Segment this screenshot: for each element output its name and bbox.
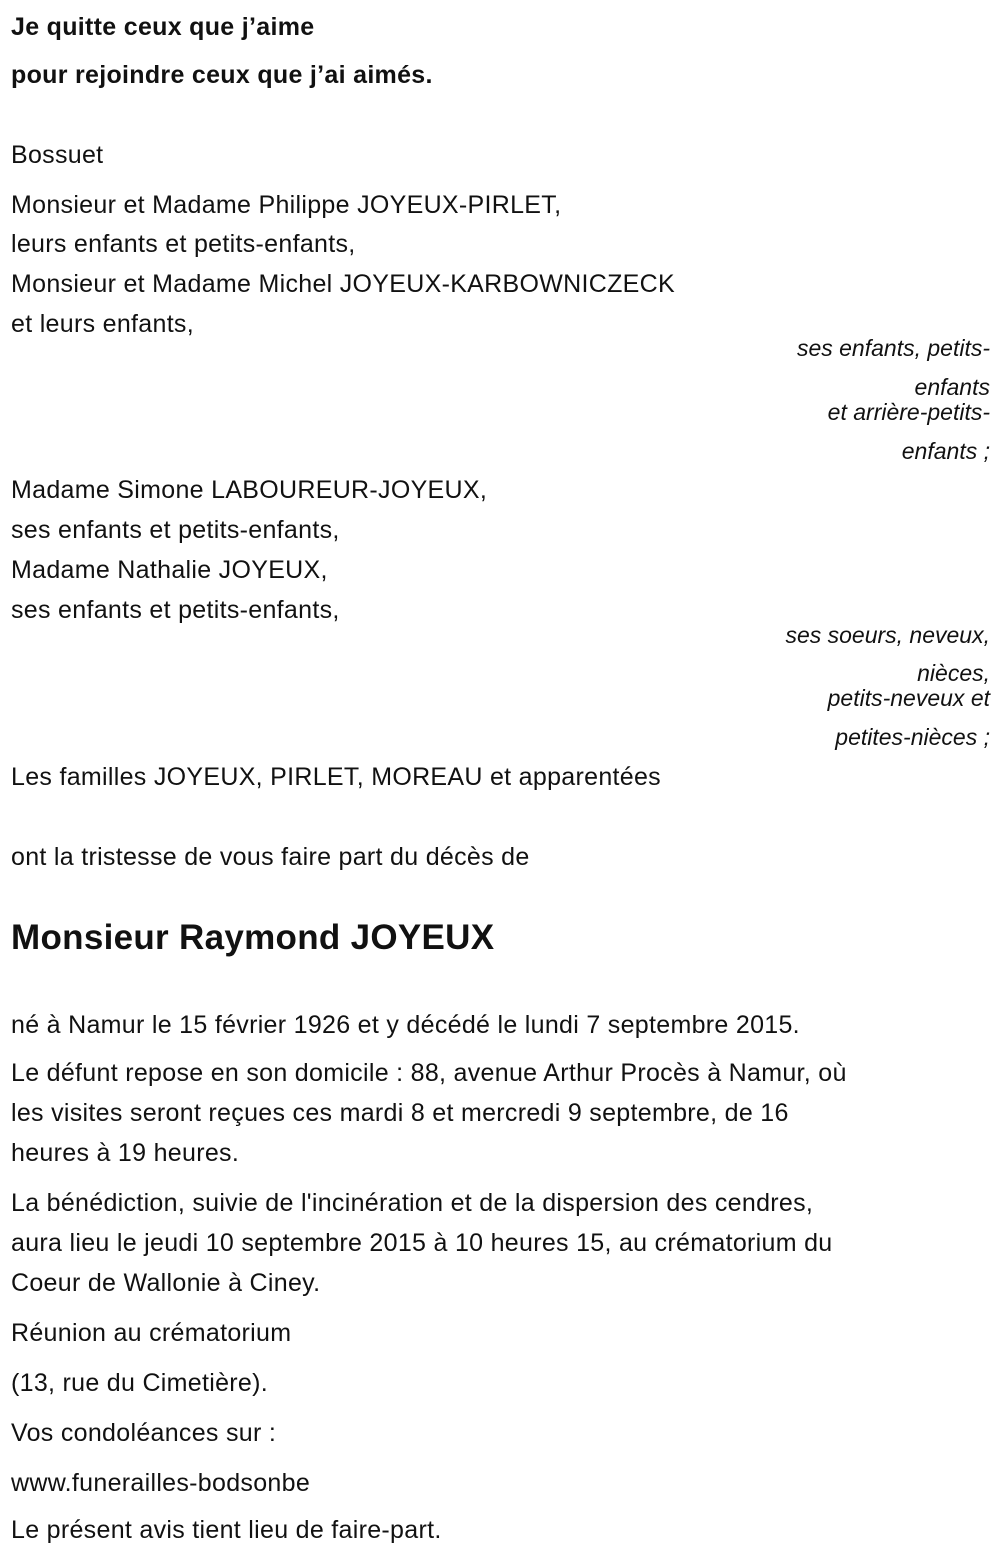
family-line: Monsieur et Madame Michel JOYEUX-KARBOWNICZECK: [11, 270, 675, 298]
family-line: et leurs enfants,: [11, 310, 194, 338]
condolences-url: www.funerailles-bodsonbe: [11, 1469, 311, 1497]
family-role-line: et arrière-petits-: [827, 399, 990, 425]
meeting-line: (13, rue du Cimetière).: [11, 1369, 268, 1397]
family-line: Madame Nathalie JOYEUX,: [11, 556, 328, 584]
quote-line-1: Je quitte ceux que j’aime: [11, 13, 315, 41]
meeting-line: Réunion au crématorium: [11, 1319, 292, 1347]
ceremony-line: aura lieu le jeudi 10 septembre 2015 à 10 heures 15, au crématorium du: [11, 1229, 833, 1257]
visits-line: heures à 19 heures.: [11, 1139, 240, 1167]
family-line: ses enfants et petits-enfants,: [11, 596, 340, 624]
visits-line: les visites seront reçues ces mardi 8 et mercredi 9 septembre, de 16: [11, 1099, 789, 1127]
family-line: Monsieur et Madame Philippe JOYEUX-PIRLET,: [11, 191, 562, 219]
condolences-label: Vos condoléances sur :: [11, 1419, 277, 1447]
ceremony-line: La bénédiction, suivie de l'incinération et de la dispersion des cendres,: [11, 1189, 814, 1217]
family-role-line: ses soeurs, neveux,: [785, 622, 990, 648]
closing: Le présent avis tient lieu de faire-part.: [11, 1516, 442, 1544]
birth-death: né à Namur le 15 février 1926 et y décédé le lundi 7 septembre 2015.: [11, 1011, 800, 1039]
family-line: Madame Simone LABOUREUR-JOYEUX,: [11, 476, 488, 504]
quote-author: Bossuet: [11, 141, 104, 169]
family-role-line: nièces,: [917, 660, 990, 686]
family-role-line: enfants: [914, 374, 990, 400]
families: Les familles JOYEUX, PIRLET, MOREAU et apparentées: [11, 763, 661, 791]
ceremony-line: Coeur de Wallonie à Ciney.: [11, 1269, 321, 1297]
announcement: ont la tristesse de vous faire part du décès de: [11, 843, 530, 871]
family-line: ses enfants et petits-enfants,: [11, 516, 340, 544]
family-line: leurs enfants et petits-enfants,: [11, 230, 356, 258]
family-role-line: enfants ;: [901, 438, 990, 464]
family-role-line: petites-nièces ;: [835, 724, 990, 750]
family-role-line: ses enfants, petits-: [796, 335, 990, 361]
family-role-line: petits-neveux et: [827, 685, 990, 711]
deceased-name: Monsieur Raymond JOYEUX: [11, 918, 495, 957]
quote-line-2: pour rejoindre ceux que j’ai aimés.: [11, 61, 433, 89]
visits-line: Le défunt repose en son domicile : 88, avenue Arthur Procès à Namur, où: [11, 1059, 847, 1087]
